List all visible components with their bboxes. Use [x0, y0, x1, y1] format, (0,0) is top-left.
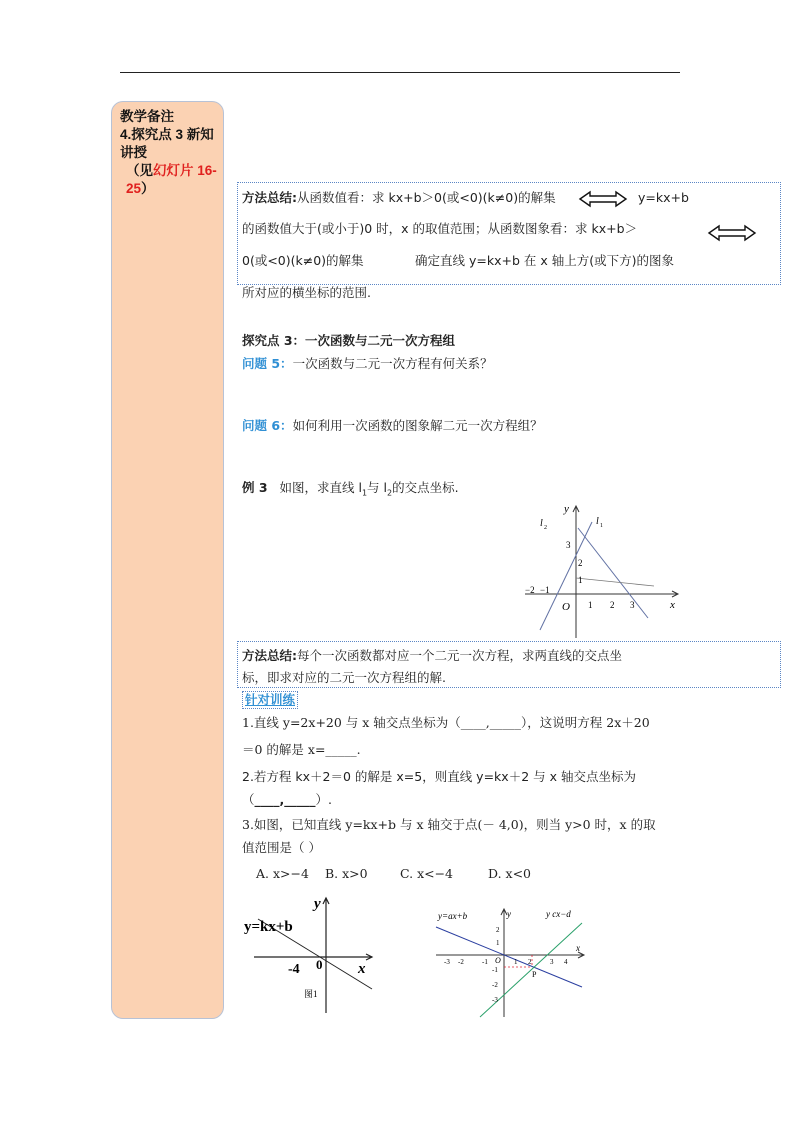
teaching-notes-sidebar [111, 101, 224, 1019]
fig-ex3-tick-x1: 1 [588, 600, 593, 610]
example3-graph [520, 500, 685, 642]
fig1-equation: y=kx+b [244, 919, 293, 935]
fig-ex3-tick-xm2: −2 [525, 585, 535, 595]
method1-line4: 所对应的横坐标的范围. [242, 285, 371, 300]
fig1-caption: 图1 [304, 989, 318, 999]
fig-ex3-x: x [670, 599, 675, 611]
training-heading: 针对训练 [242, 691, 298, 709]
fig2-yt-m2: -2 [492, 981, 498, 989]
option-d: D. x<0 [488, 866, 531, 881]
problem3-line2: 值范围是（ ） [242, 840, 321, 855]
method2-label: 方法总结: [242, 648, 297, 663]
fig2-yt-m3: -3 [492, 996, 498, 1004]
method1-l1b: y=kx+b [638, 190, 689, 205]
fig1-origin: 0 [316, 957, 323, 972]
fig-ex3-l2-sub: 2 [544, 525, 547, 531]
figure-2-graph [432, 905, 592, 1020]
p2-blank-1: ____ [254, 792, 280, 807]
p2-comma: , [279, 792, 285, 807]
q5-label: 问题 5： [242, 356, 293, 371]
figure-1-graph [240, 893, 380, 1023]
fig2-yt-2: 2 [496, 926, 500, 934]
fig2-x: x [576, 943, 580, 953]
q6-label: 问题 6： [242, 418, 293, 433]
fig2-xt-4: 4 [564, 958, 568, 966]
double-arrow-icon [707, 224, 757, 242]
sidebar-see-open: （见 [126, 163, 153, 178]
sidebar-slides-ref [120, 162, 220, 198]
p2-text-b: ）. [315, 792, 332, 807]
header-rule [120, 72, 680, 73]
ex3-text-c: 的交点坐标. [392, 480, 459, 495]
ex3-label: 例 3 [242, 480, 268, 495]
problem1-line2: ＝0 的解是 x=_____. [242, 742, 361, 757]
method1-l3a: 0(或<0)(k≠0)的解集 [242, 253, 364, 268]
fig-ex3-l1-sub: 1 [600, 523, 603, 529]
p2-text-a: （ [242, 792, 255, 807]
ex3-text-a: 如图，求直线 l [279, 480, 362, 495]
sidebar-see-close: ） [141, 181, 155, 196]
p1-blank-1: ____ [460, 715, 486, 730]
fig-ex3-l2: l [540, 518, 543, 529]
fig2-xt-2: 2 [528, 958, 532, 966]
q6-text: 如何利用一次函数的图象解二元一次方程组？ [292, 418, 543, 433]
sidebar-slides: 幻灯片 16-25 [126, 163, 217, 196]
question-6 [242, 418, 543, 434]
fig-ex3-tick-x3: 3 [630, 600, 635, 610]
p2-blank-2: _____ [284, 792, 316, 807]
fig1-y: y [314, 896, 321, 912]
fig2-origin: O [495, 956, 501, 965]
fig-ex3-l1: l [596, 516, 599, 527]
fig-ex3-y: y [564, 503, 569, 515]
option-b: B. x>0 [325, 866, 368, 881]
problem2-line1: 2.若方程 kx＋2＝0 的解是 x=5，则直线 y=kx＋2 与 x 轴交点坐标为 [242, 769, 636, 784]
fig-ex3-tick-y3: 3 [566, 540, 571, 550]
method1-line2: 的函数值大于(或小于)0 时，x 的取值范围；从函数图象看：求 kx+b＞ [242, 221, 638, 236]
fig2-point-p: P [532, 970, 537, 979]
fig-ex3-origin: O [562, 601, 570, 613]
method2-l1: 每个一次函数都对应一个二元一次方程，求两直线的交点坐 [297, 648, 623, 663]
p1-text-a: 1.直线 y=2x+20 与 x 轴交点坐标为（ [242, 715, 461, 730]
method1-line1 [242, 190, 556, 206]
fig-ex3-tick-x2: 2 [610, 600, 615, 610]
method1-l1a: 从函数值看：求 kx+b＞0(或<0)(k≠0)的解集 [297, 190, 556, 205]
fig2-eq1: y=ax+b [438, 911, 468, 921]
p1-comma: , [485, 715, 490, 730]
method2-line2: 标，即求对应的二元一次方程组的解. [242, 670, 446, 685]
fig1-neg4: -4 [288, 962, 300, 977]
option-a: A. x>−4 [256, 866, 309, 881]
problem1-line1 [242, 715, 650, 731]
fig-ex3-tick-xm1: −1 [540, 585, 550, 595]
ex3-sub1: 1 [361, 488, 368, 498]
ex3-text-b: 与 l [367, 480, 387, 495]
problem3-line1: 3.如图，已知直线 y=kx+b 与 x 轴交于点(－ 4,0)，则当 y>0 时，x 的取 [242, 817, 656, 832]
fig2-xt-m2: -2 [458, 958, 464, 966]
fig2-y: y [507, 909, 511, 919]
fig2-xt-m3: -3 [444, 958, 450, 966]
fig1-x: x [358, 961, 366, 977]
q5-text: 一次函数与二元一次方程有何关系？ [292, 356, 493, 371]
example-3 [242, 480, 459, 502]
sidebar-text [120, 108, 220, 198]
question-5 [242, 356, 493, 372]
option-c: C. x<−4 [400, 866, 454, 881]
fig2-yt-1: 1 [496, 939, 500, 947]
sidebar-title: 教学备注 [120, 109, 174, 124]
fig2-xt-1: 1 [514, 958, 518, 966]
p1-text-b: ），这说明方程 2x＋20 [521, 715, 650, 730]
method1-l3b: 确定直线 y=kx+b 在 x 轴上方(或下方)的图象 [415, 253, 674, 268]
method2-line1 [242, 648, 622, 664]
problem2-line2 [242, 792, 332, 808]
method1-label: 方法总结: [242, 190, 297, 205]
ex3-sub2: 2 [386, 488, 393, 498]
fig2-yt-m1: -1 [492, 966, 498, 974]
p1-blank-2: _____ [489, 715, 522, 730]
sidebar-section: 4.探究点 3 新知讲授 [120, 127, 214, 160]
fig2-xt-m1: -1 [482, 958, 488, 966]
double-arrow-icon [578, 190, 628, 208]
fig-ex3-tick-y1: 1 [578, 575, 583, 585]
fig2-eq2: y cx−d [546, 909, 571, 919]
topic3-heading: 探究点 3：一次函数与二元一次方程组 [242, 333, 456, 348]
fig-ex3-tick-y2: 2 [578, 558, 583, 568]
fig2-xt-3: 3 [550, 958, 554, 966]
